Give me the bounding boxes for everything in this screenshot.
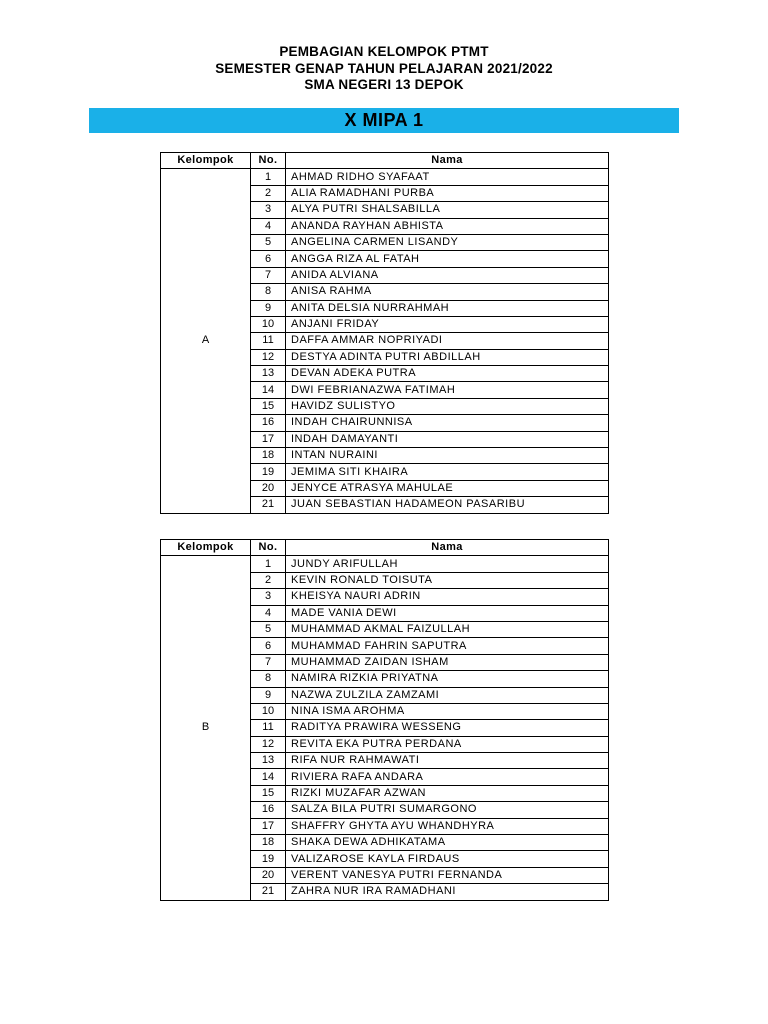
member-name: KHEISYA NAURI ADRIN <box>286 589 609 605</box>
member-name: REVITA EKA PUTRA PERDANA <box>286 736 609 752</box>
member-number: 4 <box>251 218 286 234</box>
table-row <box>161 556 609 572</box>
member-name: ANIDA ALVIANA <box>286 267 609 283</box>
header-school: SMA NEGERI 13 DEPOK <box>304 77 464 92</box>
member-name: RIVIERA RAFA ANDARA <box>286 769 609 785</box>
member-name: KEVIN RONALD TOISUTA <box>286 572 609 588</box>
member-name: JUNDY ARIFULLAH <box>286 556 609 572</box>
member-number: 21 <box>251 884 286 900</box>
member-number: 6 <box>251 638 286 654</box>
member-number: 4 <box>251 605 286 621</box>
member-number: 12 <box>251 736 286 752</box>
member-number: 17 <box>251 431 286 447</box>
member-name: NAZWA ZULZILA ZAMZAMI <box>286 687 609 703</box>
group-letter: A <box>161 169 251 513</box>
member-number: 21 <box>251 497 286 513</box>
member-name: RIZKI MUZAFAR AZWAN <box>286 785 609 801</box>
member-name: AHMAD RIDHO SYAFAAT <box>286 169 609 185</box>
member-number: 18 <box>251 835 286 851</box>
member-name: NAMIRA RIZKIA PRIYATNA <box>286 671 609 687</box>
document-header <box>0 44 768 94</box>
member-name: ANISA RAHMA <box>286 284 609 300</box>
member-number: 10 <box>251 316 286 332</box>
member-name: ANGELINA CARMEN LISANDY <box>286 234 609 250</box>
member-name: SALZA BILA PUTRI SUMARGONO <box>286 802 609 818</box>
member-name: JENYCE ATRASYA MAHULAE <box>286 480 609 496</box>
column-header-no: No. <box>251 540 286 556</box>
member-name: DWI FEBRIANAZWA FATIMAH <box>286 382 609 398</box>
member-name: DAFFA AMMAR NOPRIYADI <box>286 333 609 349</box>
column-header-nama: Nama <box>286 540 609 556</box>
column-header-nama: Nama <box>286 153 609 169</box>
table-row <box>161 169 609 185</box>
member-number: 12 <box>251 349 286 365</box>
member-number: 1 <box>251 556 286 572</box>
member-name: RADITYA PRAWIRA WESSENG <box>286 720 609 736</box>
member-number: 13 <box>251 753 286 769</box>
header-semester: SEMESTER GENAP TAHUN PELAJARAN 2021/2022 <box>215 60 553 76</box>
member-number: 10 <box>251 703 286 719</box>
member-number: 1 <box>251 169 286 185</box>
member-number: 19 <box>251 464 286 480</box>
member-name: JUAN SEBASTIAN HADAMEON PASARIBU <box>286 497 609 513</box>
member-name: MUHAMMAD ZAIDAN ISHAM <box>286 654 609 670</box>
member-number: 7 <box>251 654 286 670</box>
member-name: ANJANI FRIDAY <box>286 316 609 332</box>
member-name: ZAHRA NUR IRA RAMADHANI <box>286 884 609 900</box>
class-banner: X MIPA 1 <box>89 108 679 133</box>
member-name: ANITA DELSIA NURRAHMAH <box>286 300 609 316</box>
member-number: 18 <box>251 448 286 464</box>
member-name: SHAFFRY GHYTA AYU WHANDHYRA <box>286 818 609 834</box>
member-name: HAVIDZ SULISTYO <box>286 398 609 414</box>
member-name: NINA ISMA AROHMA <box>286 703 609 719</box>
member-number: 11 <box>251 333 286 349</box>
member-number: 11 <box>251 720 286 736</box>
member-number: 6 <box>251 251 286 267</box>
column-header-no: No. <box>251 153 286 169</box>
member-name: MUHAMMAD FAHRIN SAPUTRA <box>286 638 609 654</box>
member-number: 17 <box>251 818 286 834</box>
member-number: 20 <box>251 867 286 883</box>
member-number: 15 <box>251 785 286 801</box>
member-number: 8 <box>251 671 286 687</box>
header-title: PEMBAGIAN KELOMPOK PTMT <box>279 44 489 59</box>
member-number: 2 <box>251 572 286 588</box>
member-number: 14 <box>251 769 286 785</box>
member-number: 14 <box>251 382 286 398</box>
column-header-kelompok: Kelompok <box>161 540 251 556</box>
member-number: 5 <box>251 234 286 250</box>
member-name: DESTYA ADINTA PUTRI ABDILLAH <box>286 349 609 365</box>
member-number: 19 <box>251 851 286 867</box>
member-name: ANGGA RIZA AL FATAH <box>286 251 609 267</box>
member-name: MADE VANIA DEWI <box>286 605 609 621</box>
member-name: VALIZAROSE KAYLA FIRDAUS <box>286 851 609 867</box>
member-number: 2 <box>251 185 286 201</box>
member-name: ANANDA RAYHAN ABHISTA <box>286 218 609 234</box>
member-name: VERENT VANESYA PUTRI FERNANDA <box>286 867 609 883</box>
member-name: INDAH DAMAYANTI <box>286 431 609 447</box>
member-number: 5 <box>251 621 286 637</box>
member-number: 16 <box>251 802 286 818</box>
member-number: 13 <box>251 366 286 382</box>
group-a-table <box>160 152 609 514</box>
column-header-kelompok: Kelompok <box>161 153 251 169</box>
group-b-table <box>160 539 609 901</box>
member-number: 20 <box>251 480 286 496</box>
member-number: 3 <box>251 202 286 218</box>
member-name: ALYA PUTRI SHALSABILLA <box>286 202 609 218</box>
member-name: JEMIMA SITI KHAIRA <box>286 464 609 480</box>
member-number: 8 <box>251 284 286 300</box>
member-number: 7 <box>251 267 286 283</box>
member-name: RIFA NUR RAHMAWATI <box>286 753 609 769</box>
member-name: DEVAN ADEKA PUTRA <box>286 366 609 382</box>
group-letter: B <box>161 556 251 900</box>
table-header-row <box>161 153 609 169</box>
table-header-row <box>161 540 609 556</box>
member-name: MUHAMMAD AKMAL FAIZULLAH <box>286 621 609 637</box>
member-name: INTAN NURAINI <box>286 448 609 464</box>
member-number: 15 <box>251 398 286 414</box>
member-name: ALIA RAMADHANI PURBA <box>286 185 609 201</box>
member-name: SHAKA DEWA ADHIKATAMA <box>286 835 609 851</box>
member-number: 9 <box>251 300 286 316</box>
member-number: 9 <box>251 687 286 703</box>
member-number: 16 <box>251 415 286 431</box>
member-number: 3 <box>251 589 286 605</box>
member-name: INDAH CHAIRUNNISA <box>286 415 609 431</box>
